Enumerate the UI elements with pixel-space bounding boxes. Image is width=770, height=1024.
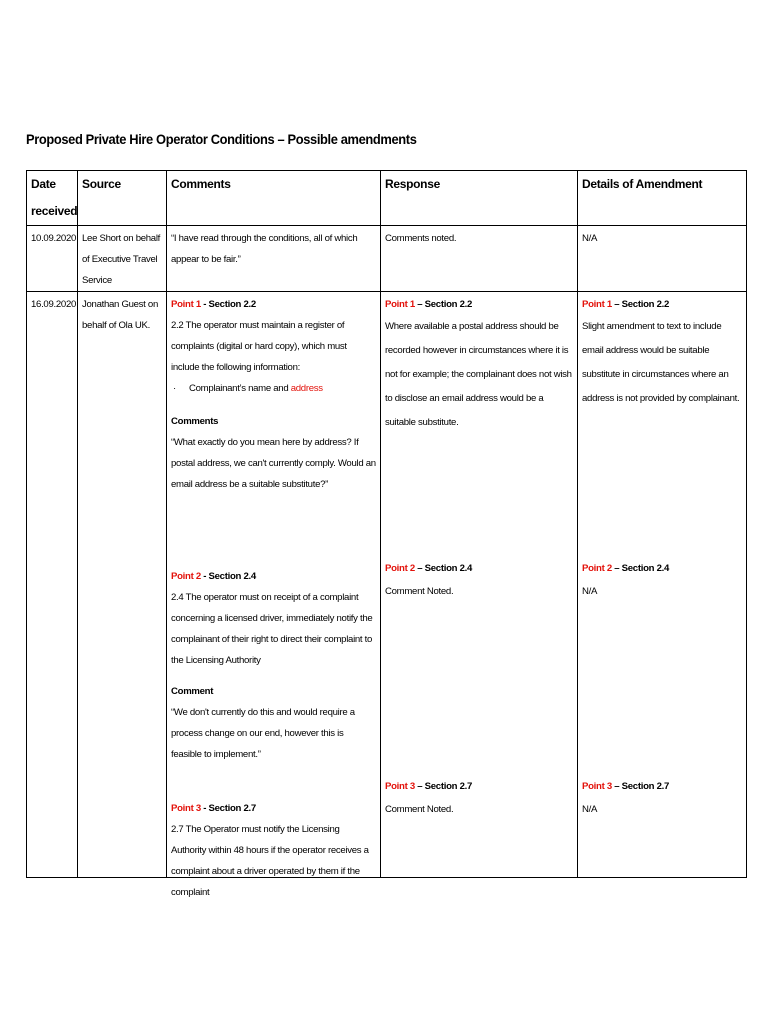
point1-heading: Point 1 - Section 2.2 bbox=[171, 299, 256, 310]
header-date-received: Date received bbox=[27, 171, 78, 226]
point1-bullet-item: · Complainant’s name and address bbox=[173, 383, 323, 394]
cell-response bbox=[381, 292, 578, 878]
point1-comment-heading: Comments bbox=[171, 416, 219, 427]
table-row bbox=[27, 226, 747, 292]
point3-details-text: N/A bbox=[582, 804, 598, 815]
point2-response-text: Comment Noted. bbox=[385, 586, 454, 597]
point1-details-block bbox=[582, 294, 742, 411]
point1-condition-text: 2.2 The operator must maintain a register of complaints (digital or hard copy), which must include the following information: bbox=[171, 320, 347, 373]
point2-details-block bbox=[582, 558, 742, 602]
point3-response-heading: Point 3 – Section 2.7 bbox=[385, 781, 473, 792]
point1-response-heading: Point 1 – Section 2.2 bbox=[385, 299, 473, 310]
point3-response-text: Comment Noted. bbox=[385, 804, 454, 815]
point2-response-block bbox=[385, 558, 573, 602]
point3-details-heading: Point 3 – Section 2.7 bbox=[582, 781, 670, 792]
point3-condition-text: 2.7 The Operator must notify the Licensing Authority within 48 hours if the operator receives a complaint about a driver operated by them if the complaint bbox=[171, 824, 369, 898]
point1-comment-block bbox=[171, 294, 376, 495]
point1-details-heading: Point 1 – Section 2.2 bbox=[582, 299, 670, 310]
table-header-row bbox=[27, 171, 747, 226]
cell-date: 16.09.2020 bbox=[27, 292, 78, 878]
document-title: Proposed Private Hire Operator Conditions – Possible amendments bbox=[26, 131, 417, 147]
header-details-of-amendment: Details of Amendment bbox=[578, 171, 747, 226]
table-row bbox=[27, 292, 747, 878]
point3-response-block bbox=[385, 776, 573, 820]
point3-comment-block bbox=[171, 798, 376, 903]
point2-response-heading: Point 2 – Section 2.4 bbox=[385, 563, 473, 574]
cell-date: 10.09.2020 bbox=[27, 226, 78, 292]
point3-details-block bbox=[582, 776, 742, 820]
amendments-table bbox=[26, 170, 747, 898]
cell-details bbox=[578, 292, 747, 878]
point2-comment-text: “We don't currently do this and would require a process change on our end, however this is feasible to implement.” bbox=[171, 707, 355, 760]
point1-response-block bbox=[385, 294, 573, 435]
point3-heading: Point 3 - Section 2.7 bbox=[171, 803, 256, 814]
point1-comment-text: “What exactly do you mean here by address? If postal address, we can't currently comply. Would an email address be a suitable substitute?” bbox=[171, 437, 376, 490]
point2-details-heading: Point 2 – Section 2.4 bbox=[582, 563, 670, 574]
cell-comments bbox=[167, 292, 381, 898]
point2-comment-heading: Comment bbox=[171, 686, 214, 697]
cell-source: Lee Short on behalf of Executive Travel Service bbox=[78, 226, 167, 292]
cell-source: Jonathan Guest on behalf of Ola UK. bbox=[78, 292, 167, 878]
cell-response: Comments noted. bbox=[381, 226, 578, 292]
cell-details: N/A bbox=[578, 226, 747, 292]
header-comments: Comments bbox=[167, 171, 381, 226]
cell-comments: “I have read through the conditions, all of which appear to be fair.” bbox=[167, 226, 381, 292]
point2-details-text: N/A bbox=[582, 586, 598, 597]
header-response: Response bbox=[381, 171, 578, 226]
header-source: Source bbox=[78, 171, 167, 226]
point2-heading: Point 2 - Section 2.4 bbox=[171, 571, 256, 582]
point1-response-text: Where available a postal address should be recorded however in circumstances where it is not for example; the complainant does not wish to disclose an email address would be a suitable substitute. bbox=[385, 321, 572, 428]
point2-condition-text: 2.4 The operator must on receipt of a complaint concerning a licensed driver, immediately notify the complainant of their right to direct their complaint to the Licensing Authority bbox=[171, 592, 373, 666]
point2-comment-block bbox=[171, 566, 376, 765]
point1-details-text: Slight amendment to text to include email address would be suitable substitute in circumstances where an address is not provided by complainant. bbox=[582, 321, 740, 404]
